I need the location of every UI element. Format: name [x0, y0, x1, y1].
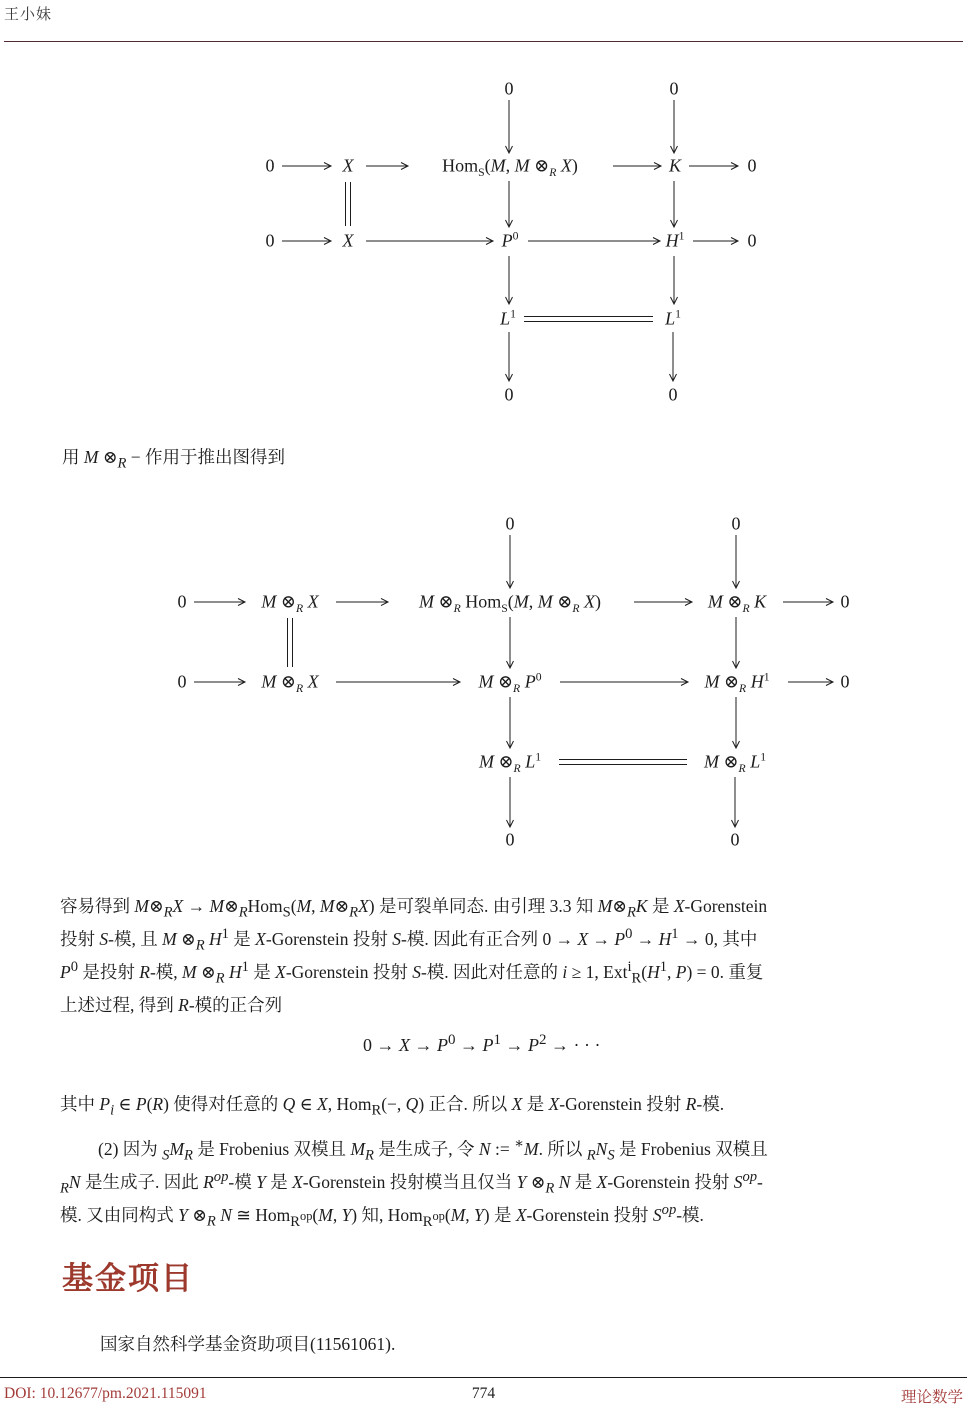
text-line: 模. 又由同构式 Y $\otimes_R$ N ≅ Hom$_{R^{op}}$(M, Y) 知, Hom$_{R^{op}}$(M, Y) 是 X-Gorenstein 投射 $S^{op}-$模. [60, 1202, 704, 1230]
paragraph-main [60, 890, 920, 1022]
footer-page-number: 774 [471, 1385, 496, 1402]
diagram-node: M $\otimes_R$ K [707, 591, 767, 616]
page-header-author: 王小妹 [4, 7, 53, 23]
page-footer [4, 1385, 963, 1407]
footer-rule [0, 1377, 967, 1378]
diagram-node: $L^1$ [500, 307, 516, 329]
diagram-node: Hom$_S$(M, M $\otimes_R$ X) [442, 155, 578, 180]
diagram-node: 0 [505, 513, 515, 534]
diagram-node: M $\otimes_R$ $L^1$ [478, 750, 542, 776]
diagram-node: 0 [177, 591, 187, 612]
footer-journal-name: 理论数学 [900, 1389, 963, 1406]
diagram-node: 0 [265, 230, 275, 251]
display-equation: $0 \to X \to P^0 \to P^1 \to P^2$ → · · · [363, 1032, 601, 1055]
diagram-node: 0 [504, 384, 514, 405]
funding-text: 国家自然科学基金资助项目(11561061). [100, 1334, 396, 1354]
diagram-node: $H^1$ [665, 229, 685, 251]
diagram-node: M $\otimes_R$ Hom$_S$(M, M $\otimes_R$ X) [419, 591, 601, 616]
diagram-node: 0 [840, 591, 850, 612]
text-line: 上述过程, 得到 R-模的正合列 [60, 995, 283, 1015]
diagram-node: 0 [265, 155, 275, 176]
diagram-node: X [342, 155, 354, 176]
commutative-diagram-2 [0, 505, 967, 860]
diagram-node: 0 [669, 78, 679, 99]
diagram-node: 0 [504, 78, 514, 99]
diagram-node: 0 [747, 155, 757, 176]
diagram1-arrows [0, 75, 967, 420]
diagram-node: M $\otimes_R$ X [261, 671, 319, 696]
diagram-node: $L^1$ [665, 307, 681, 329]
header-rule [4, 41, 963, 42]
text-line: 投射 S-模, 且 M $\otimes_R$ $H^1$ 是 X-Gorenstein 投射 S-模. 因此有正合列 $0 \to X \to P^0 \to H^1 \to 0$, 其中 [60, 926, 758, 954]
diagram-node: M $\otimes_R$ $H^1$ [704, 670, 770, 696]
paragraph-conclusion [60, 1088, 920, 1121]
diagram-node: 0 [731, 513, 741, 534]
diagram-node: 0 [668, 384, 678, 405]
footer-doi-link[interactable]: DOI: 10.12677/pm.2021.115091 [4, 1385, 207, 1402]
text-line: (2) 因为 $_SM_R$ 是 Frobenius 双模且 $M_R$ 是生成子, 令 N := ∗M. 所以 $_RN_S$ 是 Frobenius 双模且 [98, 1136, 768, 1164]
diagram-node: 0 [505, 829, 515, 850]
diagram-node: K [668, 155, 682, 176]
diagram-node: 0 [747, 230, 757, 251]
text-line: 容易得到 $M\otimes_RX$ → $M\otimes_RHom_S(M$, $M\otimes_RX$) 是可裂单同态. 由引理 3.3 知 $M\otimes_RK$ 是 X-Gorenstein [60, 896, 768, 921]
diagram-node: M $\otimes_R$ $P^0$ [478, 670, 542, 696]
diagram-node: M $\otimes_R$ $L^1$ [703, 750, 767, 776]
diagram-node: X [342, 230, 354, 251]
text-line: 其中 $P_i$ ∈ P(R) 使得对任意的 Q ∈ X, Hom$_R$(−, Q) 正合. 所以 X 是 X-Gorenstein 投射 R-模. [60, 1094, 725, 1119]
paragraph-part-two [60, 1133, 920, 1232]
diagram-node: 0 [730, 829, 740, 850]
commutative-diagram-1 [0, 75, 967, 420]
text-line: $P^0$ 是投射 R-模, M $\otimes_R$ $H^1$ 是 X-Gorenstein 投射 S-模. 因此对任意的 i ≥ 1, $Ext^i_R(H^1$, P) = 0. 重复 [60, 959, 764, 987]
diagram-node: 0 [177, 671, 187, 692]
diagram-node: 0 [840, 671, 850, 692]
section-title-funding: 基金项目 [62, 1261, 194, 1296]
diagram-node: M $\otimes_R$ X [261, 591, 319, 616]
diagram-node: $P^0$ [501, 229, 519, 251]
paragraph-apply-functor: 用 M $\otimes_R$ − 作用于推出图得到 [62, 447, 286, 472]
text-line: $_R$N 是生成子. 因此 $R^{op}-$模 Y 是 X-Gorenstein 投射模当且仅当 Y $\otimes_R$ N 是 X-Gorenstein 投射 $S^{op}-$ [60, 1169, 763, 1197]
